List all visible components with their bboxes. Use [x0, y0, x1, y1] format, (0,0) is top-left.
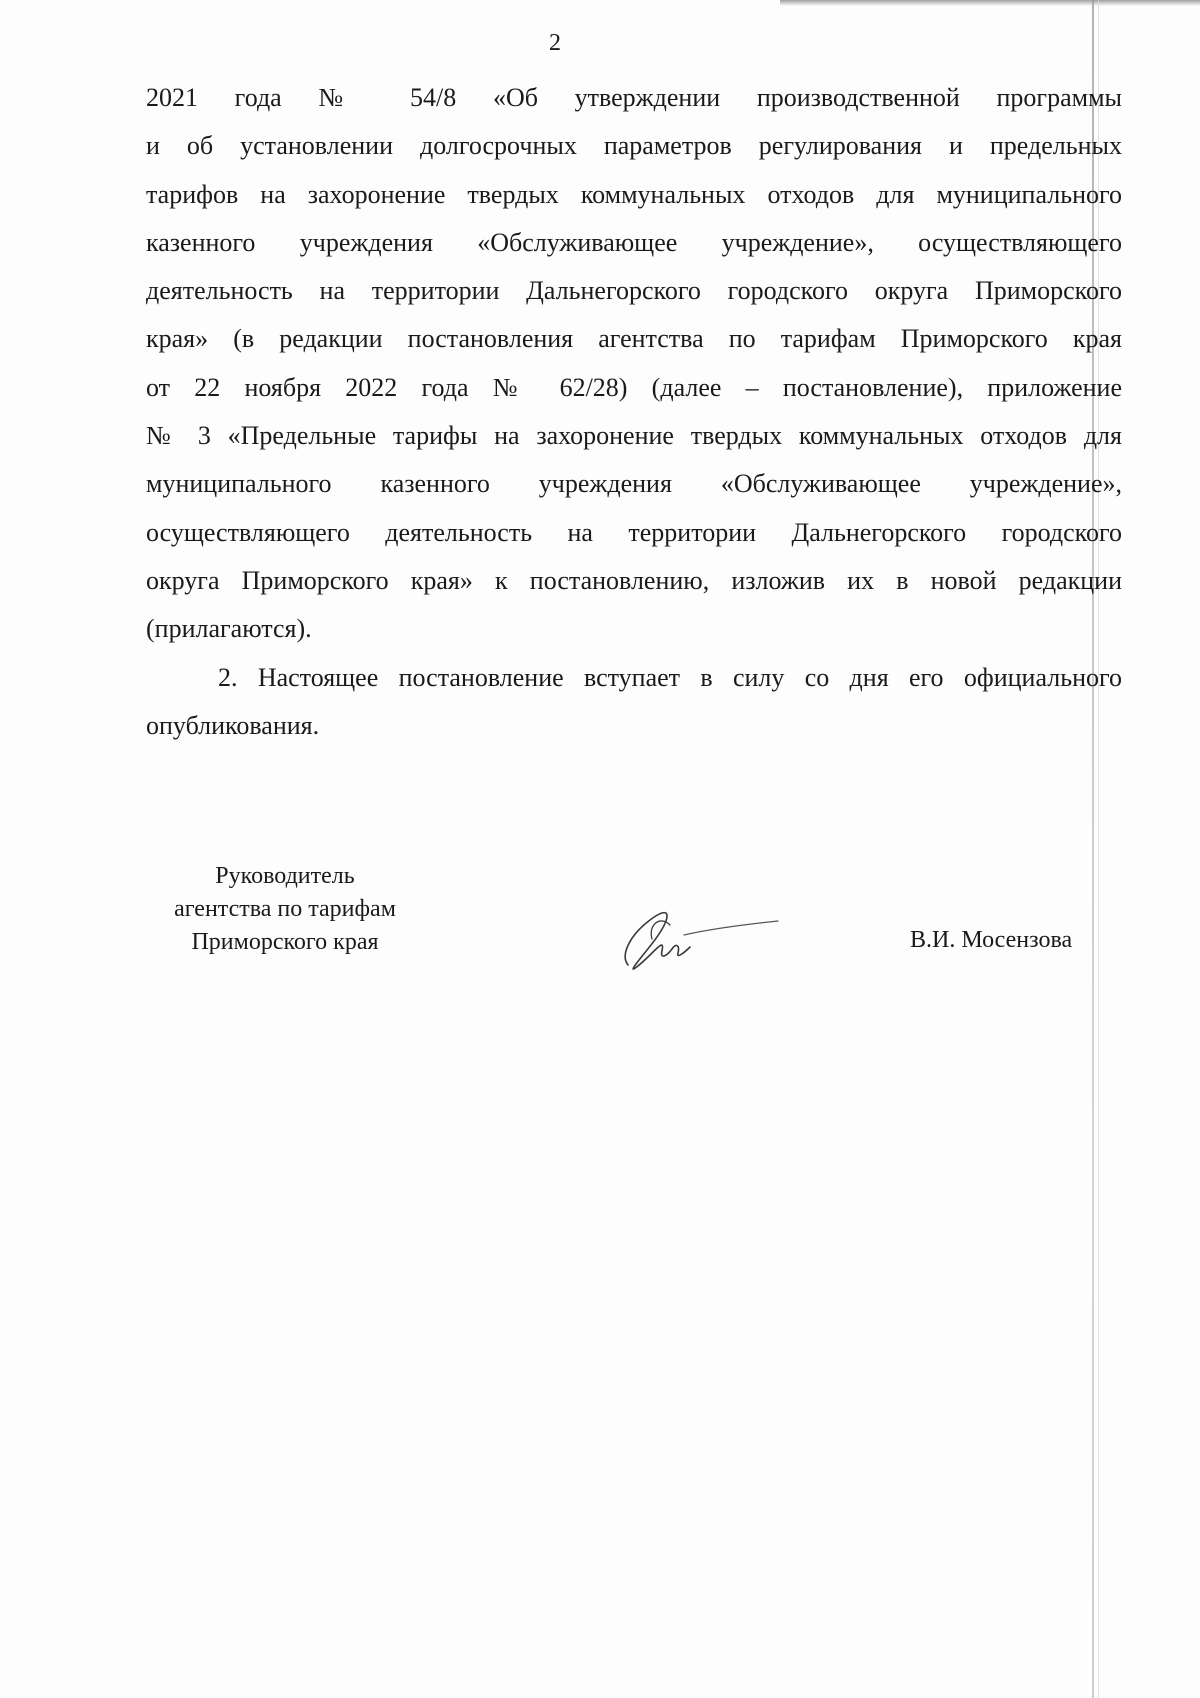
signer-title-block	[140, 860, 430, 959]
body-line: муниципального казенного учреждения «Обслуживающее учреждение»,	[146, 469, 1122, 499]
paragraph-2-last-line: опубликования.	[146, 710, 320, 740]
signer-title-line: агентства по тарифам	[174, 896, 396, 922]
signer-name: В.И. Мосензова	[910, 927, 1073, 953]
body-line: 2021 года № 54/8 «Об утверждении производственной программы	[146, 83, 1122, 112]
body-line: и об установлении долгосрочных параметров регулирования и предельных	[146, 131, 1122, 161]
body-line: деятельность на территории Дальнегорского городского округа Приморского	[146, 276, 1122, 306]
signer-title-line: Приморского края	[191, 929, 379, 955]
body-line: края» (в редакции постановления агентства по тарифам Приморского края	[146, 324, 1122, 354]
body-line: округа Приморского края» к постановлению, изложив их в новой редакции	[146, 565, 1122, 595]
document-body	[146, 74, 1122, 750]
handwritten-signature	[600, 895, 785, 975]
body-line: от 22 ноября 2022 года № 62/28) (далее – постановление), приложение	[146, 372, 1122, 402]
body-line: № 3 «Предельные тарифы на захоронение твердых коммунальных отходов для	[146, 421, 1122, 451]
page-number: 2	[549, 30, 561, 56]
paragraph-2-first-line: 2. Настоящее постановление вступает в силу со дня его официального	[218, 662, 1122, 692]
body-line: тарифов на захоронение твердых коммунальных отходов для муниципального	[146, 179, 1122, 209]
body-line-last: (прилагаются).	[146, 614, 312, 644]
signer-title-line: Руководитель	[215, 863, 355, 889]
scan-edge-artifact	[780, 0, 1200, 6]
body-line: казенного учреждения «Обслуживающее учреждение», осуществляющего	[146, 227, 1122, 257]
body-line: осуществляющего деятельность на территории Дальнегорского городского	[146, 517, 1122, 547]
